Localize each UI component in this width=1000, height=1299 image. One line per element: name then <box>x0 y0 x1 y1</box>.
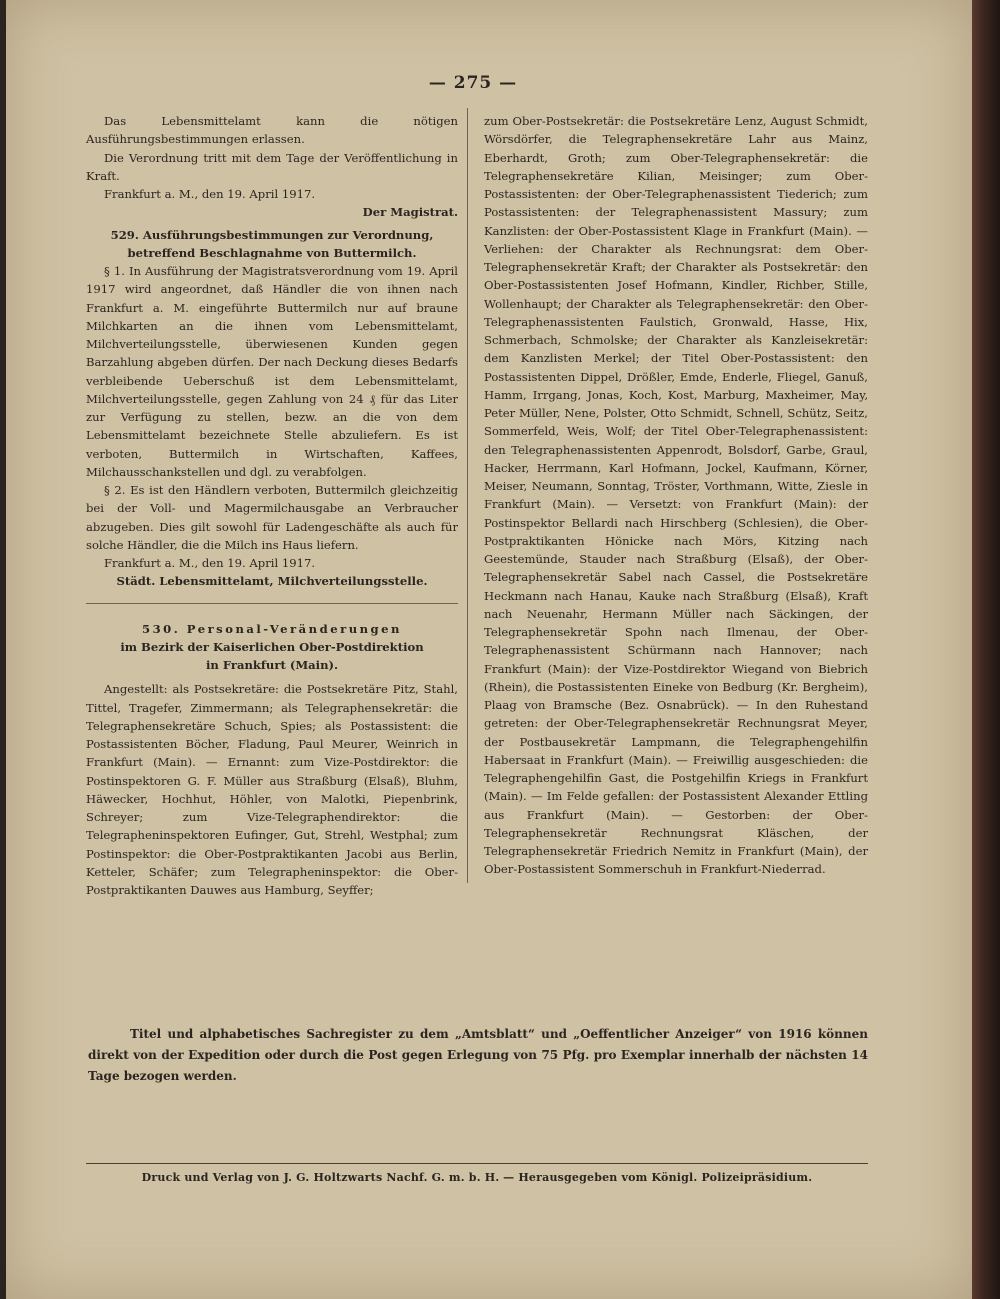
paragraph: Angestellt: als Postsekretäre: die Postsekretäre Pitz, Stahl, Tittel, Tragefer, Zimmermann; als Telegraphensekretär: die Telegraphensekretäre Schuch, Spies; als Postassistent: die Postassistenten Böcher, Fladung, Paul Meurer, Weinrich in Frankfurt (Main). — Ernannt: zum Vize-Postdirektor: die Postinspektoren G. F. Müller aus Straßburg (Elsaß), Bluhm, Häwecker, Hochhut, Höhler, von Malotki, Piepenbrink, Schreyer; zum Vize-Telegraphendirektor: die Telegrapheninspektoren Eufinger, Gut, Strehl, Westphal; zum Postinspektor: die Ober-Postpraktikanten Jacobi aus Berlin, Ketteler, Schäfer; zum Telegrapheninspektor: die Ober-Postpraktikanten Dauwes aus Hamburg, Seyffer; <box>86 682 458 897</box>
imprint <box>86 1170 868 1186</box>
signature: Städt. Lebensmittelamt, Milchverteilungsstelle. <box>116 574 428 589</box>
date-line: Frankfurt a. M., den 19. April 1917. <box>104 556 316 570</box>
imprint-printer: Druck und Verlag von J. G. Holtzwarts Nachf. G. m. b. H. <box>141 1171 500 1184</box>
book-spine <box>972 0 1000 1299</box>
section-heading: betreffend Beschlagnahme von Buttermilch. <box>127 245 417 260</box>
left-column <box>86 112 458 899</box>
register-notice: Titel und alphabetisches Sachregister zu dem „Amtsblatt“ und „Oeffentlicher Anzeiger“ von 1916 können direkt von der Expedition oder durch die Post gegen Erlegung von 75 Pfg. pro Exemplar innerhalb der nächsten 14 Tage bezogen werden. <box>88 1027 868 1083</box>
section-heading: 529. Ausführungsbestimmungen zur Verordnung, <box>110 227 434 242</box>
signature: Der Magistrat. <box>362 205 458 220</box>
paragraph: Die Verordnung tritt mit dem Tage der Veröffentlichung in Kraft. <box>86 150 458 183</box>
right-column <box>484 112 868 879</box>
section-heading: 530. Personal-Veränderungen <box>142 621 402 636</box>
section-heading: in Frankfurt (Main). <box>205 658 339 672</box>
paragraph: § 2. Es ist den Händlern verboten, Buttermilch gleichzeitig bei der Voll- und Magermilchausgabe an Verbraucher abzugeben. Dies gilt sowohl für Ladengeschäfte als auch für solche Händler, die die Milch ins Haus liefern. <box>86 483 458 552</box>
section-divider <box>86 603 458 604</box>
paragraph: § 1. In Ausführung der Magistratsverordnung vom 19. April 1917 wird angeordnet, daß Händler die von ihnen nach Frankfurt a. M. eingeführte Buttermilch nur auf braune Milchkarten an die ihnen vom Lebensmittelamt, Milchverteilungsstelle, überwiesenen Kunden gegen Barzahlung abgeben dürfen. Der nach Deckung dieses Bedarfs verbleibende Ueberschuß ist dem Lebensmittelamt, Milchverteilungsstelle, gegen Zahlung von 24 ₰ für das Liter zur Verfügung zu stellen, bezw. an die von dem Lebensmittelamt bezeichnete Stelle abzuliefern. Es ist verboten, Buttermilch in Wirtschaften, Kaffees, Milchausschankstellen und dgl. zu verabfolgen. <box>86 264 458 479</box>
imprint-divider <box>86 1163 868 1164</box>
date-line: Frankfurt a. M., den 19. April 1917. <box>104 187 316 201</box>
paragraph: Das Lebensmittelamt kann die nötigen Ausführungsbestimmungen erlassen. <box>86 114 458 147</box>
imprint-publisher: — Herausgegeben vom Königl. Polizeipräsidium. <box>503 1171 813 1184</box>
paragraph: zum Ober-Postsekretär: die Postsekretäre Lenz, August Schmidt, Wörsdörfer, die Telegraphensekretäre Lahr aus Mainz, Eberhardt, Groth; zum Ober-Telegraphensekretär: die Telegraphensekretäre Kilian, Meisinger; zum Ober-Postassistenten: der Ober-Telegraphenassistent Tiederich; zum Postassistenten: der Telegraphenassistent Massury; zum Kanzlisten: der Ober-Postassistent Klage in Frankfurt (Main). — Verliehen: der Charakter als Rechnungsrat: dem Ober-Telegraphensekretär Kraft; der Charakter als Postsekretär: den Ober-Postassistenten Josef Hofmann, Kindler, Richber, Stille, Wollenhaupt; der Charakter als Telegraphensekretär: den Ober-Telegraphenassistenten Faulstich, Gronwald, Hasse, Hix, Schmerbach, Schmolske; der Charakter als Kanzleisekretär: dem Kanzlisten Merkel; der Titel Ober-Postassistent: den Postassistenten Dippel, Drößler, Emde, Enderle, Fliegel, Ganuß, Hamm, Irrgang, Jonas, Koch, Kost, Marburg, Maxheimer, May, Peter Müller, Nene, Polster, Otto Schmidt, Schnell, Schütz, Seitz, Sommerfeld, Weis, Wolf; der Titel Ober-Telegraphenassistent: den Telegraphenassistenten Appenrodt, Bolsdorf, Garbe, Graul, Hacker, Herrmann, Karl Hofmann, Jockel, Kaufmann, Körner, Meiser, Neumann, Sonntag, Tröster, Vorthmann, Witte, Ziesle in Frankfurt (Main). — Versetzt: von Frankfurt (Main): der Postinspektor Bellardi nach Hirschberg (Schlesien), die Ober-Postpraktikanten Hönicke nach Mörs, Kitzing nach Geestemünde, Stauder nach Straßburg (Elsaß), der Ober-Telegraphensekretär Sabel nach Cassel, die Postsekretäre Heckmann nach Hanau, Kauke nach Straßburg (Elsaß), Kraft nach Neuenahr, Hermann Müller nach Säckingen, der Telegraphensekretär Spohn nach Ilmenau, der Ober-Telegraphenassistent Schürmann nach Hannover; nach Frankfurt (Main): der Vize-Postdirektor Wiegand von Biebrich (Rhein), die Postassistenten Eineke von Bedburg (Kr. Bergheim), Plaag von Bramsche (Bez. Osnabrück). — In den Ruhestand getreten: der Ober-Telegraphensekretär Rechnungsrat Meyer, der Postbausekretär Lampmann, die Telegraphengehilfin Habersaat in Frankfurt (Main). — Freiwillig ausgeschieden: die Telegraphengehilfin Gast, die Postgehilfin Kriegs in Frankfurt (Main). — Im Felde gefallen: der Postassistent Alexander Ettling aus Frankfurt (Main). — Gestorben: der Ober-Telegraphensekretär Rechnungsrat Kläschen, der Telegraphensekretär Friedrich Nemitz in Frankfurt (Main), der Ober-Postassistent Sommerschuh in Frankfurt-Niederrad. <box>484 114 868 877</box>
page-number: — 275 — <box>428 73 518 93</box>
column-divider <box>467 108 468 883</box>
section-heading: im Bezirk der Kaiserlichen Ober-Postdirektion <box>120 639 424 654</box>
